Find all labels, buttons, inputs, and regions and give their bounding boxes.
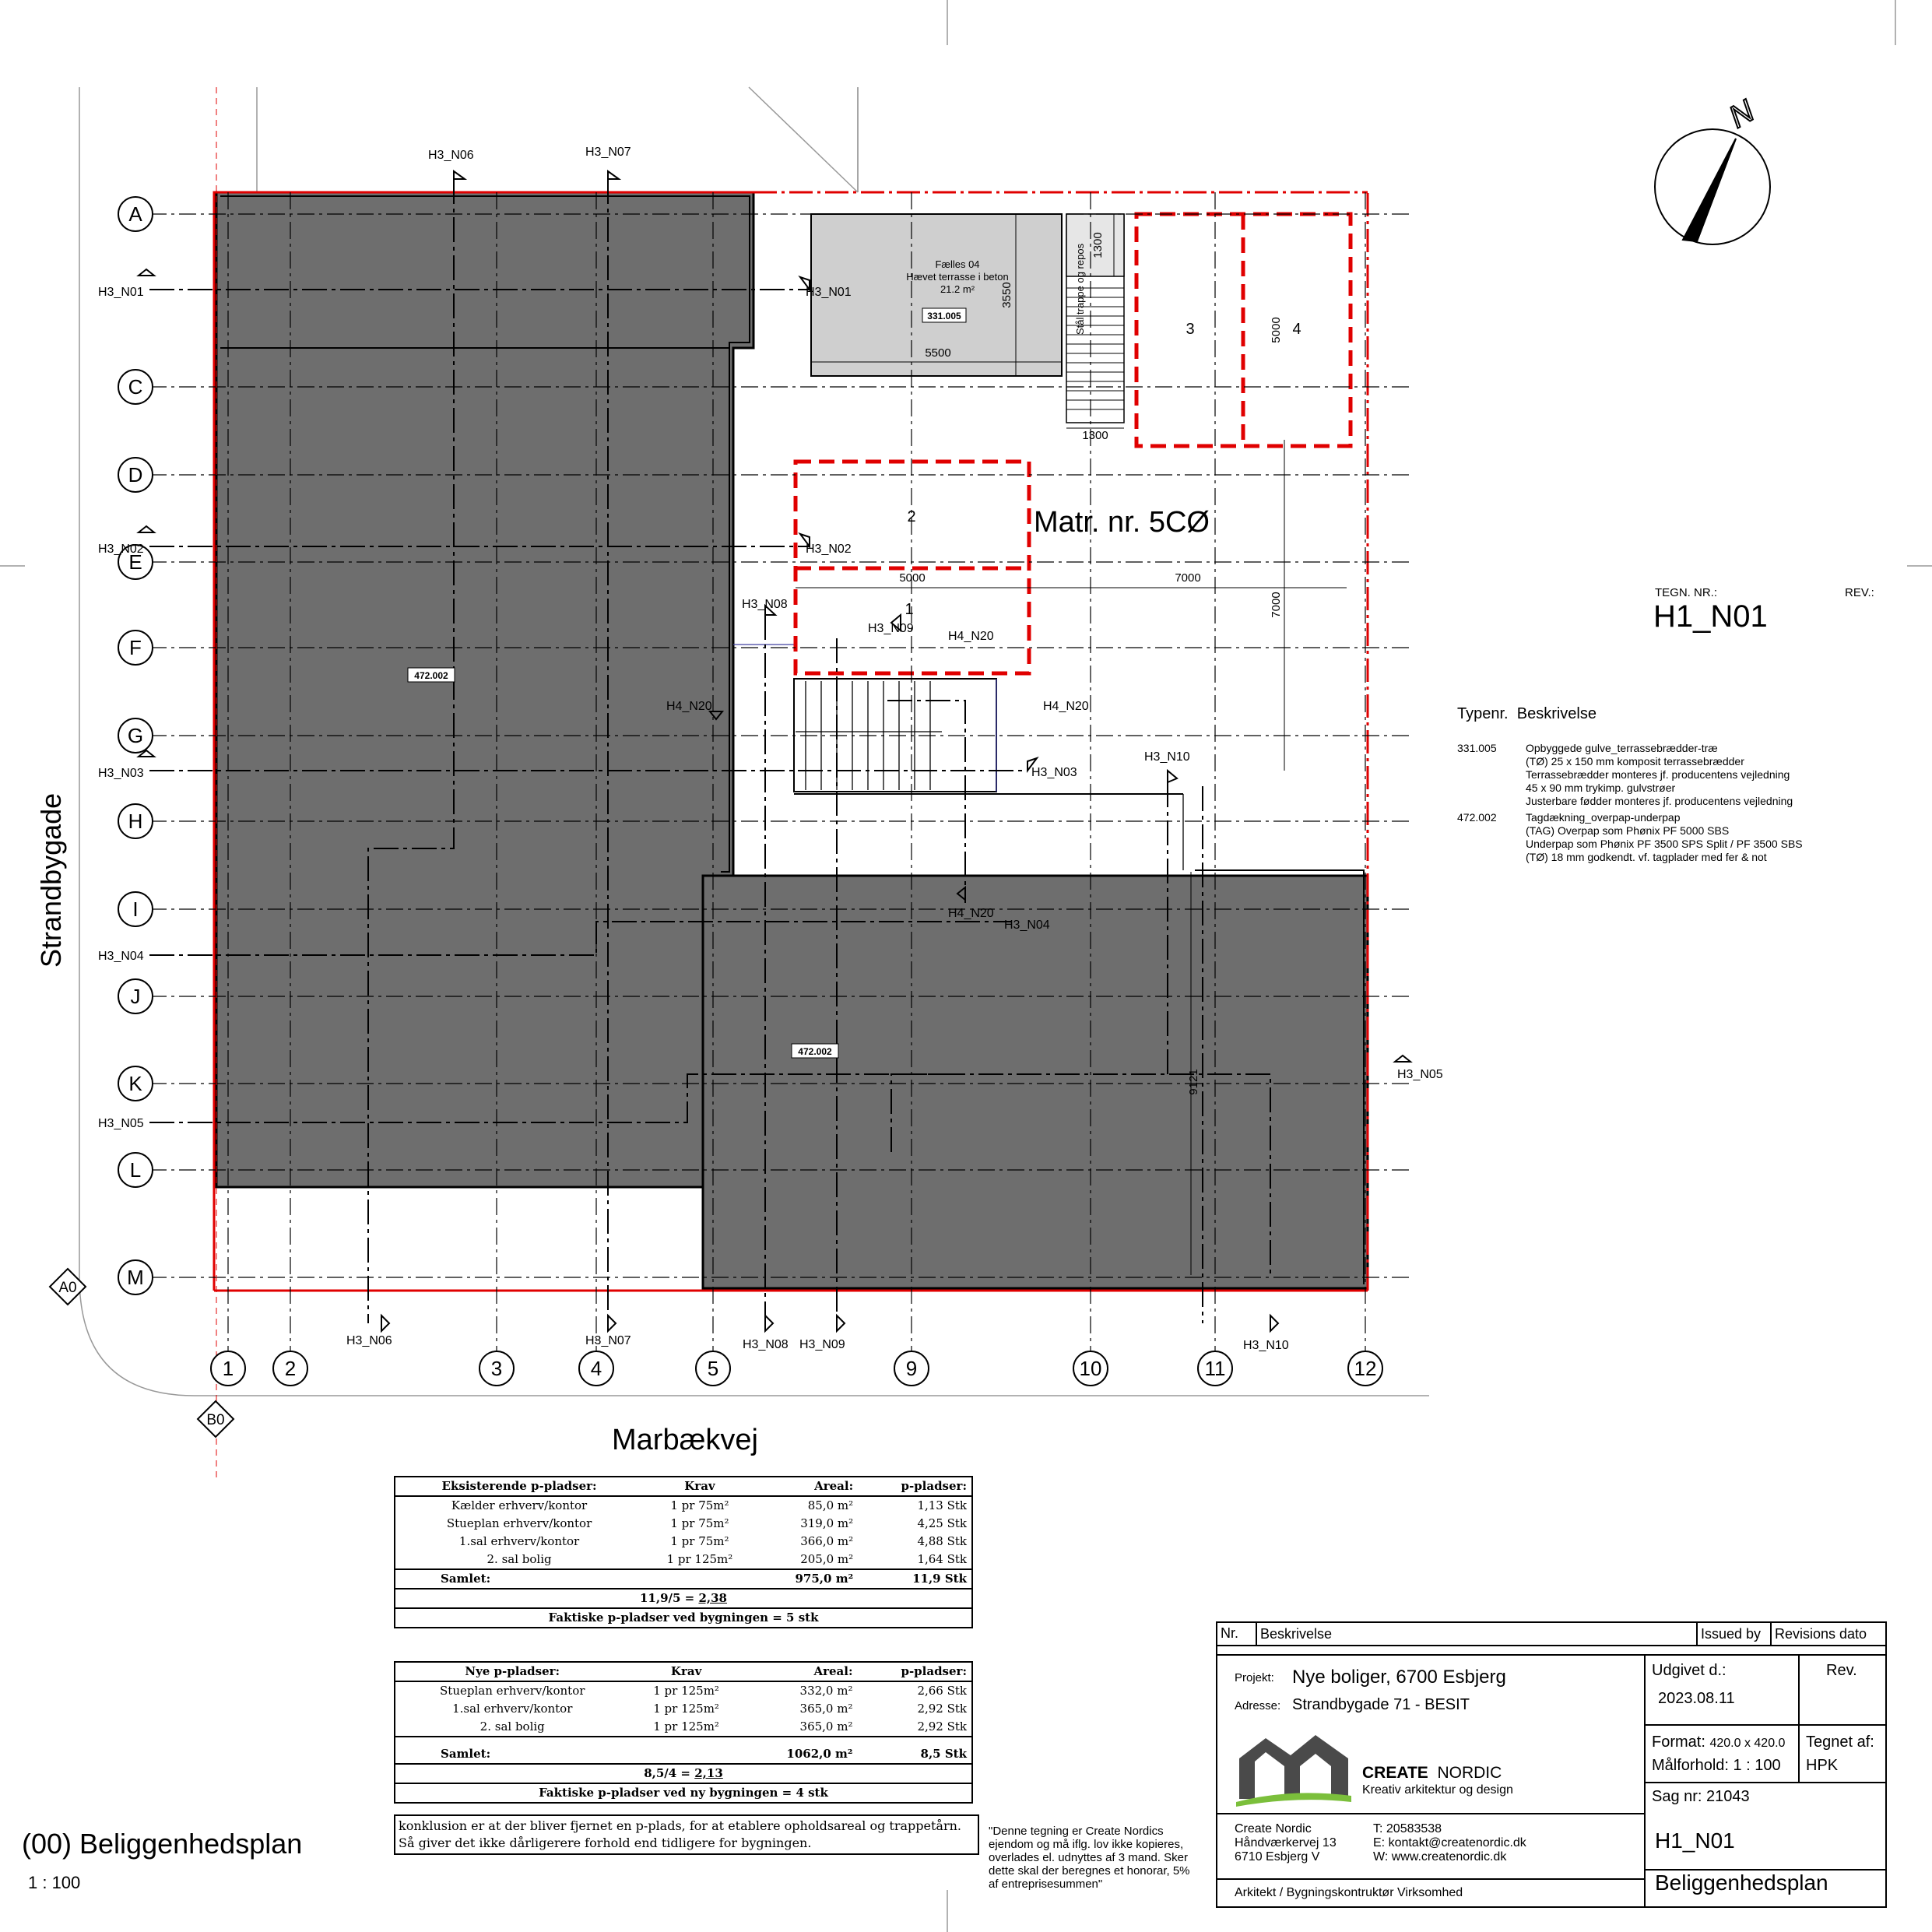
svg-text:H3_N05: H3_N05 bbox=[1397, 1068, 1443, 1081]
title-block: Nr. Beskrivelse Issued by Revisions dato Projekt: Nye boliger, 6700 Esbjerg Adresse: Strandbygade 71 - BESIT CREATE NORDIC Kreativ arkitektur og design Udgivet d.: 2023.08.11 Rev. Format: 420.0 x 420.0 Målforhold: 1 : 100 Tegnet af: HPK Sag nr: 21043 Create Nordic Håndværkervej 13 6710 Esbjerg V T: 20583538 E: kontakt@createnordic.dk W: www.createnordic.dk Arkitekt / Bygningskontruktør Virksomhed H1_N01 Beliggenhedsplan bbox=[1216, 1621, 1887, 1908]
svg-text:5000: 5000 bbox=[899, 571, 926, 585]
svg-text:H3_N06: H3_N06 bbox=[428, 149, 474, 162]
grid-col-label: 10 bbox=[1079, 1357, 1102, 1380]
grid-row-label: F bbox=[129, 636, 142, 659]
svg-text:H3_N09: H3_N09 bbox=[799, 1338, 845, 1351]
svg-text:1300: 1300 bbox=[1082, 429, 1108, 442]
grid-row-label: L bbox=[129, 1158, 142, 1182]
svg-text:5000: 5000 bbox=[1270, 317, 1283, 343]
ref-mark-b0: B0 bbox=[206, 1412, 225, 1428]
svg-text:7000: 7000 bbox=[1175, 571, 1201, 585]
conclusion-note: konklusion er at der bliver fjernet en p-plads, for at etablere opholdsareal og trappetårn. Så giver det ikke dårligerere forhold end tidligere for bygningen. bbox=[394, 1814, 979, 1855]
grid-col-label: 1 bbox=[222, 1357, 234, 1380]
drawing-title: (00) Beliggenhedsplan bbox=[22, 1828, 303, 1860]
grid-col-label: 4 bbox=[590, 1357, 602, 1380]
grid-row-label: J bbox=[130, 985, 141, 1008]
svg-text:7000: 7000 bbox=[1270, 592, 1283, 618]
svg-text:9121: 9121 bbox=[1187, 1069, 1200, 1095]
grid-row-label: G bbox=[127, 724, 144, 747]
grid-col-label: 11 bbox=[1204, 1357, 1226, 1380]
roof-right bbox=[703, 876, 1368, 1288]
types-header-nr: Typenr. bbox=[1457, 705, 1509, 722]
svg-text:H4_N20: H4_N20 bbox=[948, 630, 994, 643]
svg-text:H3_N02: H3_N02 bbox=[98, 543, 144, 556]
titleblock-drawing-name: Beliggenhedsplan bbox=[1655, 1871, 1828, 1895]
existing-calc: 11,9/5 = 2,38 bbox=[639, 1591, 727, 1605]
grid-row-label: M bbox=[127, 1266, 144, 1289]
existing-actual: Faktiske p-pladser ved bygningen = 5 stk bbox=[548, 1611, 819, 1625]
ref-mark-labels bbox=[58, 1280, 224, 1428]
svg-text:1: 1 bbox=[905, 601, 914, 618]
titleblock-drawing-no: H1_N01 bbox=[1655, 1828, 1735, 1853]
svg-text:H3_N02: H3_N02 bbox=[806, 543, 852, 556]
svg-text:H3_N09: H3_N09 bbox=[868, 622, 914, 635]
roof-left bbox=[216, 192, 753, 1187]
table-row: Kælder erhverv/kontor 1 pr 75m² 85,0 m² 1,13 Stk bbox=[451, 1498, 967, 1512]
existing-parking-table: Eksisterende p-pladser: Krav Areal: p-pladser: Kælder erhverv/kontor 1 pr 75m² 85,0 m² 1,13 Stk Stueplan erhverv/kontor 1 pr 75m² 319,0 m² 4,25 Stk 1.sal erhverv/kontor 1 pr 75m² 366,0 m² 4,88 Stk 2. sal bolig 1 pr 125m² 205,0 m² 1,64 Stk Samlet: 975,0 m² 11,9 Stk 11,9/5 = 2,38 Faktiske p-pladser ved bygningen = 5 stk bbox=[394, 1476, 973, 1628]
grid-col-label: 9 bbox=[905, 1357, 918, 1380]
case-number: 21043 bbox=[1706, 1788, 1750, 1805]
grid-row-label: K bbox=[128, 1072, 142, 1095]
issue-date: 2023.08.11 bbox=[1658, 1690, 1735, 1707]
new-calc: 8,5/4 = 2,13 bbox=[644, 1766, 723, 1780]
svg-text:1300: 1300 bbox=[1091, 232, 1105, 258]
project-address: Strandbygade 71 - BESIT bbox=[1292, 1696, 1470, 1713]
svg-text:4: 4 bbox=[1292, 321, 1301, 338]
roof-tag-left: 472.002 bbox=[414, 670, 448, 681]
svg-text:H3_N06: H3_N06 bbox=[346, 1334, 392, 1347]
drawing-scale: 1 : 100 bbox=[28, 1873, 81, 1892]
grid-row-label: C bbox=[128, 375, 143, 399]
types-header-desc: Beskrivelse bbox=[1516, 705, 1597, 722]
table-row: Stueplan erhverv/kontor 1 pr 125m² 332,0 m² 2,66 Stk bbox=[440, 1684, 967, 1698]
logo-wordmark: CREATE NORDIC bbox=[1362, 1764, 1502, 1782]
room-tag: 331.005 bbox=[927, 311, 961, 321]
svg-text:H3_N05: H3_N05 bbox=[98, 1117, 144, 1130]
svg-text:H3_N03: H3_N03 bbox=[98, 767, 144, 780]
svg-text:H3_N08: H3_N08 bbox=[742, 598, 788, 611]
project-name: Nye boliger, 6700 Esbjerg bbox=[1292, 1667, 1506, 1688]
grid-row-label: E bbox=[128, 550, 142, 574]
svg-text:2: 2 bbox=[907, 508, 916, 525]
new-parking-table: Nye p-pladser: Krav Areal: p-pladser: Stueplan erhverv/kontor 1 pr 125m² 332,0 m² 2,66 Stk 1.sal erhverv/kontor 1 pr 125m² 365,0 m² 2,92 Stk 2. sal bolig 1 pr 125m² 365,0 m² 2,92 Stk Samlet: 1062,0 m² 8,5 Stk 8,5/4 = 2,13 Faktiske p-pladser ved ny bygningen = 4 stk bbox=[394, 1661, 973, 1804]
drawn-by: HPK bbox=[1806, 1757, 1839, 1774]
table-row: 1.sal erhverv/kontor 1 pr 125m² 365,0 m² 2,92 Stk bbox=[452, 1702, 967, 1716]
new-actual: Faktiske p-pladser ved ny bygningen = 4 stk bbox=[539, 1786, 828, 1800]
rev-label: REV.: bbox=[1845, 586, 1874, 599]
svg-text:H3_N04: H3_N04 bbox=[1004, 919, 1050, 932]
ref-mark-a0: A0 bbox=[58, 1280, 77, 1296]
svg-text:3: 3 bbox=[1186, 321, 1195, 338]
table-row: 2. sal bolig 1 pr 125m² 205,0 m² 1,64 Stk bbox=[395, 1551, 972, 1569]
roof-tag-right: 472.002 bbox=[798, 1046, 832, 1057]
svg-text:H3_N01: H3_N01 bbox=[98, 286, 144, 299]
table-row: 2. sal bolig 1 pr 125m² 365,0 m² 2,92 Stk bbox=[395, 1718, 972, 1737]
table-row: Stueplan erhverv/kontor 1 pr 75m² 319,0 m² 4,25 Stk bbox=[446, 1516, 967, 1530]
svg-text:3550: 3550 bbox=[1000, 282, 1013, 308]
stair-label: Stål trappe og repos bbox=[1074, 243, 1086, 335]
north-letter: N bbox=[1723, 93, 1761, 135]
grid-row-label: H bbox=[128, 810, 143, 833]
svg-text:H3_N07: H3_N07 bbox=[585, 146, 631, 159]
copyright-note: "Denne tegning er Create Nordics ejendom og må iflg. lov ikke kopieres, overlades el. udnyttes af 3 mand. Sker dette skal der beregnes et honorar, 5% af entreprisesummen" bbox=[989, 1825, 1190, 1891]
svg-text:H3_N08: H3_N08 bbox=[743, 1338, 789, 1351]
svg-text:H3_N10: H3_N10 bbox=[1243, 1339, 1289, 1352]
svg-text:H3_N03: H3_N03 bbox=[1031, 766, 1077, 779]
street-west: Strandbygade bbox=[35, 792, 67, 968]
tegn-nr-label: TEGN. NR.: bbox=[1655, 586, 1718, 599]
grid-row-label: A bbox=[128, 202, 142, 226]
grid-row-label: I bbox=[132, 898, 139, 921]
svg-text:H3_N10: H3_N10 bbox=[1144, 750, 1190, 764]
create-nordic-logo bbox=[1235, 1727, 1354, 1808]
svg-text:H4_N20: H4_N20 bbox=[1043, 700, 1089, 713]
sheet-number: H1_N01 bbox=[1653, 599, 1768, 634]
table-total-row: Samlet: 1062,0 m² 8,5 Stk bbox=[395, 1745, 972, 1764]
svg-text:H3_N01: H3_N01 bbox=[806, 286, 852, 299]
revision-header: Nr. Beskrivelse Issued by Revisions dato bbox=[1217, 1623, 1885, 1646]
grid-col-label: 5 bbox=[707, 1357, 719, 1380]
table-row: 1.sal erhverv/kontor 1 pr 75m² 366,0 m² 4,88 Stk bbox=[458, 1534, 967, 1548]
room-area: 21.2 m² bbox=[940, 283, 975, 295]
svg-text:5500: 5500 bbox=[925, 346, 951, 360]
table-total-row: Samlet: 975,0 m² 11,9 Stk bbox=[395, 1569, 972, 1589]
north-arrow bbox=[1655, 129, 1770, 244]
svg-text:H4_N20: H4_N20 bbox=[666, 700, 712, 713]
svg-text:H3_N07: H3_N07 bbox=[585, 1334, 631, 1347]
grid-col-label: 3 bbox=[490, 1357, 503, 1380]
grid-col-label: 12 bbox=[1354, 1357, 1377, 1380]
grid-col-label: 2 bbox=[284, 1357, 297, 1380]
svg-text:H4_N20: H4_N20 bbox=[948, 907, 994, 920]
grid-row-label: D bbox=[128, 463, 143, 487]
room-name: Fælles 04 bbox=[935, 258, 980, 270]
room-desc: Hævet terrasse i beton bbox=[906, 271, 1009, 283]
street-south: Marbækvej bbox=[612, 1424, 758, 1456]
types-legend bbox=[1457, 705, 1597, 723]
plot-label: Matr. nr. 5CØ bbox=[1034, 506, 1210, 539]
svg-text:H3_N04: H3_N04 bbox=[98, 950, 144, 963]
